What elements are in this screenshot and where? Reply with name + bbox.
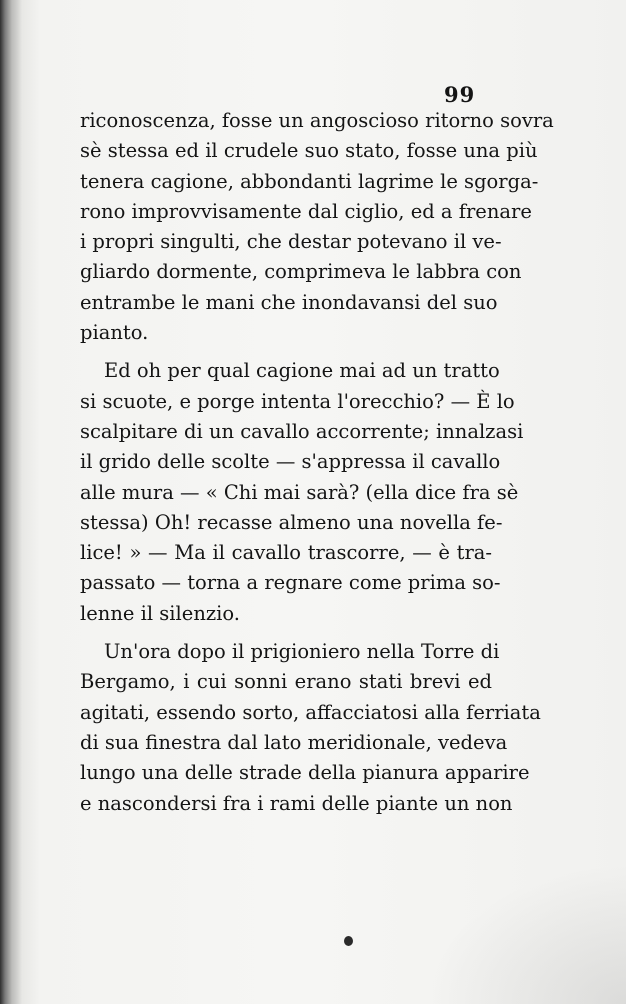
ink-spot	[344, 936, 353, 946]
text-line: lice! » — Ma il cavallo trascorre, — è tra-	[80, 541, 492, 565]
text-line: passato — torna a regnare come prima so-	[80, 571, 501, 595]
text-line: stessa) Oh! recasse almeno una novella fe-	[80, 510, 503, 534]
text-line: entrambe le mani che inondavansi del suo	[80, 290, 498, 314]
text-line: Bergamo, i cui sonni erano stati brevi ed	[80, 670, 492, 694]
text-line: i propri singulti, che destar potevano il ve-	[80, 230, 502, 254]
text-line: tenera cagione, abbondanti lagrime le sgorga-	[80, 169, 539, 193]
paragraph-2	[80, 356, 524, 629]
paragraph-1	[80, 106, 554, 348]
text-line: rono improvvisamente dal ciglio, ed a frenare	[80, 199, 532, 223]
book-binding-edge	[0, 0, 22, 1004]
paragraph-gap	[80, 629, 492, 637]
text-line: riconoscenza, fosse un angoscioso ritorno sovra	[80, 109, 554, 132]
text-line: gliardo dormente, comprimeva le labbra con	[80, 260, 522, 284]
text-line: di sua finestra dal lato meridionale, vedeva	[80, 730, 508, 754]
text-line: lungo una delle strade della pianura apparire	[80, 761, 530, 785]
paper-smudge	[426, 864, 626, 1004]
page-number: 99	[444, 82, 476, 107]
text-line: e nascondersi fra i rami delle piante un non	[80, 791, 513, 815]
text-line: scalpitare di un cavallo accorrente; innalzasi	[80, 419, 524, 443]
text-line: pianto.	[80, 321, 149, 345]
paragraph-gap	[80, 348, 492, 356]
text-line: il grido delle scolte — s'appressa il cavallo	[80, 450, 501, 474]
paragraph-3	[80, 637, 541, 819]
text-line: lenne il silenzio.	[80, 601, 240, 625]
text-line: Ed oh per qual cagione mai ad un tratto	[104, 359, 500, 383]
page-text	[80, 106, 554, 819]
text-line: agitati, essendo sorto, affacciatosi alla ferriata	[80, 700, 541, 724]
text-line: si scuote, e porge intenta l'orecchio? — È lo	[80, 389, 515, 413]
text-line: Un'ora dopo il prigioniero nella Torre di	[104, 640, 500, 664]
text-line: alle mura — « Chi mai sarà? (ella dice fra sè	[80, 480, 519, 504]
text-line: sè stessa ed il crudele suo stato, fosse una più	[80, 139, 538, 163]
